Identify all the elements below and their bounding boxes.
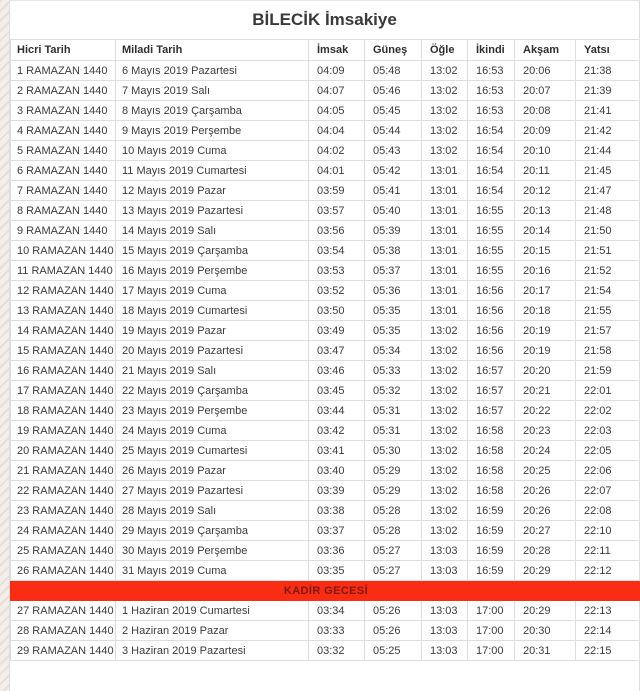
cell-yatsi: 21:52 — [576, 261, 640, 281]
cell-ogle: 13:02 — [422, 321, 468, 341]
cell-ogle: 13:01 — [422, 161, 468, 181]
cell-imsak: 03:49 — [309, 321, 365, 341]
cell-yatsi: 22:13 — [576, 601, 640, 621]
cell-ikindi: 16:56 — [468, 321, 515, 341]
cell-imsak: 03:47 — [309, 341, 365, 361]
cell-ogle: 13:01 — [422, 221, 468, 241]
cell-ikindi: 16:54 — [468, 161, 515, 181]
table-row — [11, 361, 640, 381]
cell-aksam: 20:30 — [515, 621, 576, 641]
cell-gunes: 05:35 — [365, 321, 422, 341]
column-header-yatsi: Yatsı — [576, 40, 640, 61]
cell-ogle: 13:01 — [422, 301, 468, 321]
table-row — [11, 281, 640, 301]
cell-aksam: 20:29 — [515, 561, 576, 581]
cell-ikindi: 16:58 — [468, 481, 515, 501]
table-row — [11, 61, 640, 81]
cell-imsak: 03:53 — [309, 261, 365, 281]
cell-hicri-tarih: 27 RAMAZAN 1440 — [11, 601, 116, 621]
table-row — [11, 461, 640, 481]
cell-hicri-tarih: 8 RAMAZAN 1440 — [11, 201, 116, 221]
cell-miladi-tarih: 8 Mayıs 2019 Çarşamba — [116, 101, 309, 121]
cell-ikindi: 16:53 — [468, 81, 515, 101]
cell-yatsi: 21:45 — [576, 161, 640, 181]
cell-gunes: 05:33 — [365, 361, 422, 381]
column-header-ikindi: İkindi — [468, 40, 515, 61]
cell-miladi-tarih: 3 Haziran 2019 Pazartesi — [116, 641, 309, 661]
column-header-aksam: Akşam — [515, 40, 576, 61]
cell-gunes: 05:46 — [365, 81, 422, 101]
cell-gunes: 05:35 — [365, 301, 422, 321]
cell-yatsi: 22:14 — [576, 621, 640, 641]
cell-hicri-tarih: 22 RAMAZAN 1440 — [11, 481, 116, 501]
table-row — [11, 441, 640, 461]
page-background-strip — [0, 0, 9, 691]
cell-ikindi: 16:57 — [468, 381, 515, 401]
table-row — [11, 121, 640, 141]
table-row — [11, 621, 640, 641]
cell-imsak: 04:01 — [309, 161, 365, 181]
kadir-gecesi-banner-row — [11, 581, 640, 601]
cell-aksam: 20:06 — [515, 61, 576, 81]
cell-yatsi: 21:58 — [576, 341, 640, 361]
cell-hicri-tarih: 5 RAMAZAN 1440 — [11, 141, 116, 161]
cell-aksam: 20:26 — [515, 501, 576, 521]
cell-yatsi: 22:06 — [576, 461, 640, 481]
imsakiye-table-body — [11, 61, 640, 661]
cell-ikindi: 16:57 — [468, 401, 515, 421]
cell-yatsi: 21:41 — [576, 101, 640, 121]
cell-ogle: 13:02 — [422, 81, 468, 101]
cell-miladi-tarih: 11 Mayıs 2019 Cumartesi — [116, 161, 309, 181]
cell-ogle: 13:02 — [422, 101, 468, 121]
cell-ogle: 13:03 — [422, 541, 468, 561]
cell-gunes: 05:32 — [365, 381, 422, 401]
cell-aksam: 20:07 — [515, 81, 576, 101]
cell-ikindi: 16:55 — [468, 221, 515, 241]
cell-ikindi: 16:59 — [468, 521, 515, 541]
cell-gunes: 05:45 — [365, 101, 422, 121]
cell-aksam: 20:13 — [515, 201, 576, 221]
cell-ogle: 13:02 — [422, 401, 468, 421]
cell-yatsi: 22:03 — [576, 421, 640, 441]
column-header-gunes: Güneş — [365, 40, 422, 61]
cell-gunes: 05:29 — [365, 481, 422, 501]
cell-aksam: 20:16 — [515, 261, 576, 281]
cell-hicri-tarih: 12 RAMAZAN 1440 — [11, 281, 116, 301]
cell-imsak: 03:59 — [309, 181, 365, 201]
cell-yatsi: 22:10 — [576, 521, 640, 541]
cell-yatsi: 21:54 — [576, 281, 640, 301]
cell-miladi-tarih: 9 Mayıs 2019 Perşembe — [116, 121, 309, 141]
cell-hicri-tarih: 17 RAMAZAN 1440 — [11, 381, 116, 401]
cell-aksam: 20:28 — [515, 541, 576, 561]
table-row — [11, 561, 640, 581]
table-row — [11, 601, 640, 621]
cell-imsak: 03:42 — [309, 421, 365, 441]
cell-ogle: 13:02 — [422, 481, 468, 501]
cell-imsak: 03:34 — [309, 601, 365, 621]
cell-imsak: 03:32 — [309, 641, 365, 661]
table-row — [11, 101, 640, 121]
cell-imsak: 04:04 — [309, 121, 365, 141]
cell-imsak: 04:02 — [309, 141, 365, 161]
cell-imsak: 03:37 — [309, 521, 365, 541]
cell-hicri-tarih: 9 RAMAZAN 1440 — [11, 221, 116, 241]
cell-miladi-tarih: 19 Mayıs 2019 Pazar — [116, 321, 309, 341]
cell-imsak: 03:57 — [309, 201, 365, 221]
cell-miladi-tarih: 6 Mayıs 2019 Pazartesi — [116, 61, 309, 81]
table-row — [11, 261, 640, 281]
table-row — [11, 81, 640, 101]
cell-ikindi: 16:57 — [468, 361, 515, 381]
cell-miladi-tarih: 31 Mayıs 2019 Cuma — [116, 561, 309, 581]
table-row — [11, 221, 640, 241]
cell-ikindi: 17:00 — [468, 621, 515, 641]
cell-aksam: 20:21 — [515, 381, 576, 401]
cell-miladi-tarih: 28 Mayıs 2019 Salı — [116, 501, 309, 521]
cell-gunes: 05:31 — [365, 401, 422, 421]
cell-gunes: 05:42 — [365, 161, 422, 181]
cell-ogle: 13:01 — [422, 181, 468, 201]
cell-gunes: 05:34 — [365, 341, 422, 361]
cell-miladi-tarih: 22 Mayıs 2019 Çarşamba — [116, 381, 309, 401]
cell-aksam: 20:31 — [515, 641, 576, 661]
table-row — [11, 161, 640, 181]
cell-miladi-tarih: 15 Mayıs 2019 Çarşamba — [116, 241, 309, 261]
cell-gunes: 05:36 — [365, 281, 422, 301]
cell-aksam: 20:23 — [515, 421, 576, 441]
cell-imsak: 03:40 — [309, 461, 365, 481]
cell-imsak: 03:45 — [309, 381, 365, 401]
cell-ogle: 13:02 — [422, 501, 468, 521]
cell-yatsi: 22:01 — [576, 381, 640, 401]
cell-hicri-tarih: 10 RAMAZAN 1440 — [11, 241, 116, 261]
cell-ogle: 13:01 — [422, 261, 468, 281]
cell-imsak: 03:56 — [309, 221, 365, 241]
cell-imsak: 03:52 — [309, 281, 365, 301]
cell-ogle: 13:03 — [422, 561, 468, 581]
page-title: BİLECİK İmsakiye — [252, 10, 397, 29]
cell-ikindi: 16:56 — [468, 281, 515, 301]
table-row — [11, 321, 640, 341]
cell-ogle: 13:02 — [422, 381, 468, 401]
cell-miladi-tarih: 16 Mayıs 2019 Perşembe — [116, 261, 309, 281]
cell-yatsi: 22:02 — [576, 401, 640, 421]
cell-yatsi: 22:12 — [576, 561, 640, 581]
cell-aksam: 20:20 — [515, 361, 576, 381]
cell-miladi-tarih: 13 Mayıs 2019 Pazartesi — [116, 201, 309, 221]
cell-hicri-tarih: 25 RAMAZAN 1440 — [11, 541, 116, 561]
cell-ikindi: 16:58 — [468, 421, 515, 441]
cell-ikindi: 16:59 — [468, 501, 515, 521]
cell-yatsi: 21:48 — [576, 201, 640, 221]
cell-gunes: 05:28 — [365, 521, 422, 541]
cell-aksam: 20:14 — [515, 221, 576, 241]
kadir-gecesi-banner: KADİR GECESİ — [11, 581, 640, 601]
cell-hicri-tarih: 23 RAMAZAN 1440 — [11, 501, 116, 521]
cell-ikindi: 17:00 — [468, 601, 515, 621]
cell-hicri-tarih: 6 RAMAZAN 1440 — [11, 161, 116, 181]
table-row — [11, 521, 640, 541]
cell-ikindi: 16:59 — [468, 561, 515, 581]
cell-yatsi: 22:15 — [576, 641, 640, 661]
cell-ogle: 13:02 — [422, 141, 468, 161]
cell-ogle: 13:02 — [422, 61, 468, 81]
cell-aksam: 20:26 — [515, 481, 576, 501]
cell-yatsi: 22:08 — [576, 501, 640, 521]
table-row — [11, 641, 640, 661]
cell-ikindi: 16:58 — [468, 461, 515, 481]
cell-gunes: 05:41 — [365, 181, 422, 201]
cell-ogle: 13:01 — [422, 201, 468, 221]
cell-gunes: 05:30 — [365, 441, 422, 461]
table-row — [11, 141, 640, 161]
cell-miladi-tarih: 25 Mayıs 2019 Cumartesi — [116, 441, 309, 461]
cell-imsak: 04:05 — [309, 101, 365, 121]
cell-aksam: 20:10 — [515, 141, 576, 161]
cell-imsak: 03:46 — [309, 361, 365, 381]
cell-imsak: 03:36 — [309, 541, 365, 561]
table-row — [11, 401, 640, 421]
cell-ikindi: 16:56 — [468, 341, 515, 361]
cell-aksam: 20:11 — [515, 161, 576, 181]
cell-miladi-tarih: 23 Mayıs 2019 Perşembe — [116, 401, 309, 421]
cell-hicri-tarih: 21 RAMAZAN 1440 — [11, 461, 116, 481]
cell-yatsi: 21:59 — [576, 361, 640, 381]
cell-aksam: 20:19 — [515, 341, 576, 361]
cell-miladi-tarih: 10 Mayıs 2019 Cuma — [116, 141, 309, 161]
cell-hicri-tarih: 1 RAMAZAN 1440 — [11, 61, 116, 81]
table-row — [11, 421, 640, 441]
cell-ikindi: 16:55 — [468, 241, 515, 261]
cell-ogle: 13:02 — [422, 121, 468, 141]
cell-aksam: 20:17 — [515, 281, 576, 301]
cell-ogle: 13:01 — [422, 281, 468, 301]
cell-miladi-tarih: 20 Mayıs 2019 Pazartesi — [116, 341, 309, 361]
cell-hicri-tarih: 20 RAMAZAN 1440 — [11, 441, 116, 461]
column-header-hicri-tarih: Hicri Tarih — [11, 40, 116, 61]
cell-aksam: 20:22 — [515, 401, 576, 421]
cell-imsak: 03:33 — [309, 621, 365, 641]
imsakiye-table — [10, 39, 640, 661]
cell-ogle: 13:03 — [422, 641, 468, 661]
table-row — [11, 481, 640, 501]
cell-ikindi: 16:54 — [468, 121, 515, 141]
cell-gunes: 05:27 — [365, 561, 422, 581]
cell-aksam: 20:25 — [515, 461, 576, 481]
cell-gunes: 05:38 — [365, 241, 422, 261]
cell-ikindi: 16:54 — [468, 141, 515, 161]
cell-yatsi: 22:11 — [576, 541, 640, 561]
cell-hicri-tarih: 29 RAMAZAN 1440 — [11, 641, 116, 661]
cell-ikindi: 16:56 — [468, 301, 515, 321]
cell-yatsi: 21:55 — [576, 301, 640, 321]
cell-yatsi: 21:42 — [576, 121, 640, 141]
cell-ikindi: 16:59 — [468, 541, 515, 561]
cell-aksam: 20:12 — [515, 181, 576, 201]
cell-gunes: 05:43 — [365, 141, 422, 161]
cell-imsak: 03:44 — [309, 401, 365, 421]
cell-hicri-tarih: 28 RAMAZAN 1440 — [11, 621, 116, 641]
cell-ikindi: 16:54 — [468, 181, 515, 201]
table-row — [11, 181, 640, 201]
cell-hicri-tarih: 7 RAMAZAN 1440 — [11, 181, 116, 201]
cell-hicri-tarih: 16 RAMAZAN 1440 — [11, 361, 116, 381]
cell-imsak: 03:41 — [309, 441, 365, 461]
cell-hicri-tarih: 3 RAMAZAN 1440 — [11, 101, 116, 121]
cell-ogle: 13:02 — [422, 341, 468, 361]
cell-gunes: 05:26 — [365, 601, 422, 621]
cell-yatsi: 21:47 — [576, 181, 640, 201]
cell-ogle: 13:02 — [422, 521, 468, 541]
cell-miladi-tarih: 17 Mayıs 2019 Cuma — [116, 281, 309, 301]
cell-ogle: 13:02 — [422, 361, 468, 381]
cell-ikindi: 16:53 — [468, 61, 515, 81]
cell-imsak: 03:54 — [309, 241, 365, 261]
cell-ogle: 13:01 — [422, 241, 468, 261]
cell-yatsi: 22:07 — [576, 481, 640, 501]
cell-aksam: 20:18 — [515, 301, 576, 321]
table-header-row — [11, 40, 640, 61]
cell-yatsi: 21:38 — [576, 61, 640, 81]
cell-gunes: 05:27 — [365, 541, 422, 561]
cell-yatsi: 21:57 — [576, 321, 640, 341]
table-row — [11, 541, 640, 561]
column-header-imsak: İmsak — [309, 40, 365, 61]
cell-gunes: 05:39 — [365, 221, 422, 241]
cell-imsak: 03:35 — [309, 561, 365, 581]
cell-yatsi: 21:51 — [576, 241, 640, 261]
cell-hicri-tarih: 4 RAMAZAN 1440 — [11, 121, 116, 141]
cell-hicri-tarih: 24 RAMAZAN 1440 — [11, 521, 116, 541]
cell-hicri-tarih: 2 RAMAZAN 1440 — [11, 81, 116, 101]
cell-hicri-tarih: 11 RAMAZAN 1440 — [11, 261, 116, 281]
cell-miladi-tarih: 26 Mayıs 2019 Pazar — [116, 461, 309, 481]
cell-yatsi: 21:44 — [576, 141, 640, 161]
cell-miladi-tarih: 7 Mayıs 2019 Salı — [116, 81, 309, 101]
cell-miladi-tarih: 24 Mayıs 2019 Cuma — [116, 421, 309, 441]
cell-hicri-tarih: 26 RAMAZAN 1440 — [11, 561, 116, 581]
cell-miladi-tarih: 14 Mayıs 2019 Salı — [116, 221, 309, 241]
cell-gunes: 05:28 — [365, 501, 422, 521]
cell-imsak: 03:39 — [309, 481, 365, 501]
table-row — [11, 241, 640, 261]
cell-aksam: 20:08 — [515, 101, 576, 121]
cell-ikindi: 16:53 — [468, 101, 515, 121]
cell-hicri-tarih: 14 RAMAZAN 1440 — [11, 321, 116, 341]
cell-miladi-tarih: 29 Mayıs 2019 Çarşamba — [116, 521, 309, 541]
cell-miladi-tarih: 18 Mayıs 2019 Cumartesi — [116, 301, 309, 321]
cell-imsak: 03:50 — [309, 301, 365, 321]
column-header-ogle: Öğle — [422, 40, 468, 61]
table-row — [11, 501, 640, 521]
cell-aksam: 20:19 — [515, 321, 576, 341]
cell-aksam: 20:27 — [515, 521, 576, 541]
cell-gunes: 05:44 — [365, 121, 422, 141]
cell-gunes: 05:29 — [365, 461, 422, 481]
cell-miladi-tarih: 12 Mayıs 2019 Pazar — [116, 181, 309, 201]
cell-hicri-tarih: 13 RAMAZAN 1440 — [11, 301, 116, 321]
imsakiye-card — [9, 0, 640, 691]
cell-miladi-tarih: 2 Haziran 2019 Pazar — [116, 621, 309, 641]
cell-ogle: 13:02 — [422, 421, 468, 441]
cell-ikindi: 16:55 — [468, 201, 515, 221]
cell-miladi-tarih: 1 Haziran 2019 Cumartesi — [116, 601, 309, 621]
table-row — [11, 301, 640, 321]
cell-aksam: 20:09 — [515, 121, 576, 141]
cell-gunes: 05:40 — [365, 201, 422, 221]
table-row — [11, 201, 640, 221]
cell-ogle: 13:03 — [422, 621, 468, 641]
cell-aksam: 20:24 — [515, 441, 576, 461]
table-row — [11, 341, 640, 361]
cell-yatsi: 21:50 — [576, 221, 640, 241]
cell-miladi-tarih: 27 Mayıs 2019 Pazartesi — [116, 481, 309, 501]
cell-ogle: 13:02 — [422, 441, 468, 461]
cell-ogle: 13:03 — [422, 601, 468, 621]
cell-aksam: 20:29 — [515, 601, 576, 621]
table-row — [11, 381, 640, 401]
cell-imsak: 04:07 — [309, 81, 365, 101]
column-header-miladi-tarih: Miladi Tarih — [116, 40, 309, 61]
cell-ikindi: 16:55 — [468, 261, 515, 281]
cell-hicri-tarih: 18 RAMAZAN 1440 — [11, 401, 116, 421]
cell-imsak: 04:09 — [309, 61, 365, 81]
cell-gunes: 05:37 — [365, 261, 422, 281]
cell-hicri-tarih: 19 RAMAZAN 1440 — [11, 421, 116, 441]
cell-ogle: 13:02 — [422, 461, 468, 481]
cell-ikindi: 16:58 — [468, 441, 515, 461]
cell-imsak: 03:38 — [309, 501, 365, 521]
cell-miladi-tarih: 21 Mayıs 2019 Salı — [116, 361, 309, 381]
cell-ikindi: 17:00 — [468, 641, 515, 661]
cell-yatsi: 22:05 — [576, 441, 640, 461]
cell-yatsi: 21:39 — [576, 81, 640, 101]
cell-gunes: 05:31 — [365, 421, 422, 441]
cell-hicri-tarih: 15 RAMAZAN 1440 — [11, 341, 116, 361]
cell-miladi-tarih: 30 Mayıs 2019 Perşembe — [116, 541, 309, 561]
cell-gunes: 05:48 — [365, 61, 422, 81]
cell-gunes: 05:26 — [365, 621, 422, 641]
cell-aksam: 20:15 — [515, 241, 576, 261]
cell-gunes: 05:25 — [365, 641, 422, 661]
